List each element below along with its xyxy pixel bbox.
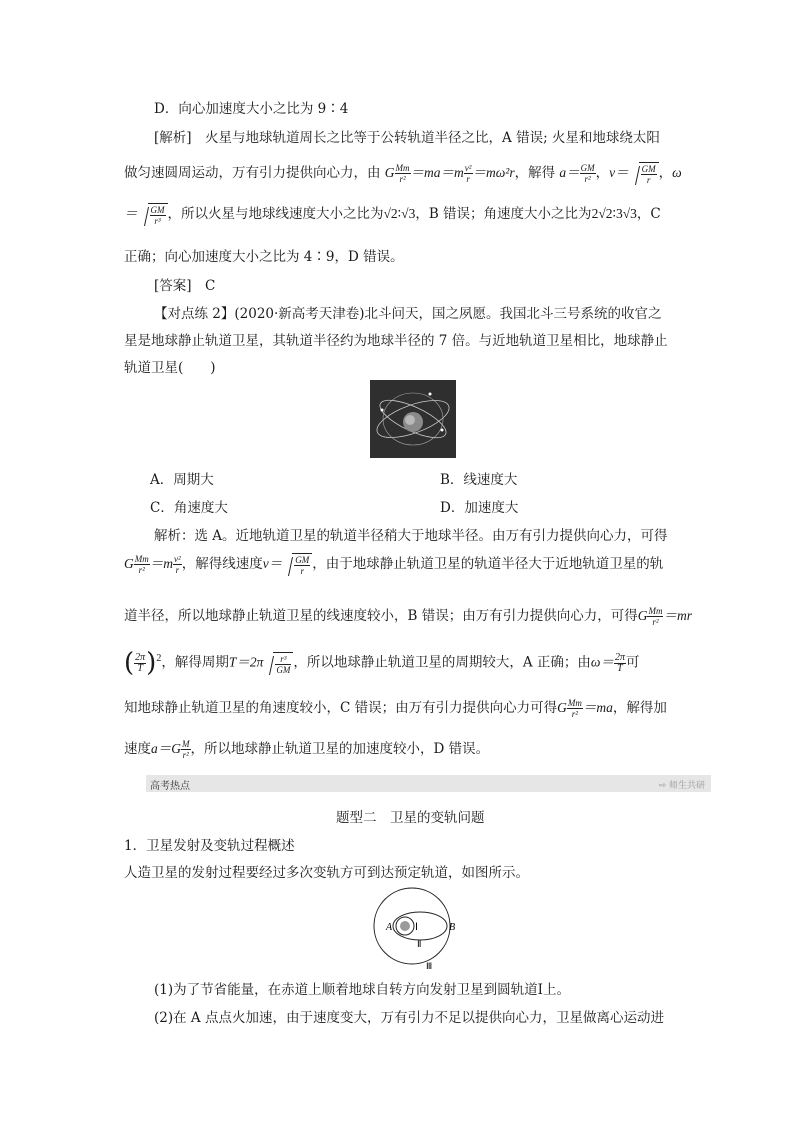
analysis-line-1: [解析] 火星与地球轨道周长之比等于公转轨道半径之比，A 错误; 火星和地球绕太阳	[154, 130, 660, 146]
answer-line: [答案] C	[154, 278, 216, 294]
orbit-3-label: Ⅲ	[426, 961, 433, 971]
solution-line-1: 解析：选 A。近地轨道卫星的轨道半径稍大于地球半径。由万有引力提供向心力，可得	[154, 528, 668, 544]
para-intro: 人造卫星的发射过程要经过多次变轨方可到达预定轨道，如图所示。	[124, 865, 529, 881]
analysis-line-4: 正确；向心加速度大小之比为 4∶9，D 错误。	[124, 249, 404, 265]
subsection-heading: 1．卫星发射及变轨过程概述	[124, 838, 295, 854]
bar-right-label: ⇨ 师生共研	[658, 781, 705, 791]
point-b-label: B	[449, 922, 456, 933]
analysis-line-2: 做匀速圆周运动，万有引力提供向心力，由 G $\frac{Mm}{\text{r²}}$ ＝ma＝m $\frac{\text{v²}}{r}$ ＝mω²r，解得 a＝ $\frac{GM}{\text{r²}}$ ，v＝ $\frac{GM}{r}$ ，ω	[124, 163, 682, 185]
solution-line-6: 速度a＝G $\frac{M}{\text{r²}}$ ，所以地球静止轨道卫星的加速度较小，D 错误。	[124, 739, 490, 760]
practice-line-1: 【对点练 2】(2020·新高考天津卷)北斗问天，国之夙愿。我国北斗三号系统的收官之	[154, 306, 662, 322]
step-2: (2)在 A 点点火加速，由于速度变大，万有引力不足以提供向心力，卫星做离心运动进	[154, 1010, 664, 1026]
solution-line-2: G $\frac{Mm}{\text{r²}}$ ＝m $\frac{\text{v²}}{r}$ ，解得线速度v＝ $\frac{GM}{r}$ ，由于地球静止轨道卫星的轨道半径大于近地轨道卫星的轨	[124, 554, 664, 576]
section-bar	[146, 775, 711, 792]
solution-line-4: ( $\frac{2\pi}{T}$ )$^2$，解得周期T＝2π $\frac{\text{r³}}{GM}$ ，所以地球静止轨道卫星的周期较大，A 正确；由ω＝ $\frac{2\pi}{T}$ 可	[124, 648, 640, 678]
practice-line-3: 轨道卫星( )	[124, 360, 216, 376]
solution-line-3: 道半径，所以地球静止轨道卫星的线速度较小，B 错误；由万有引力提供向心力，可得G $\frac{Mm}{\text{r²}}$ ＝mr	[124, 606, 692, 627]
analysis-line-3: ＝ $\frac{GM}{\text{r³}}$ ，所以火星与地球线速度大小之比为√2∶√3，B 错误；角速度大小之比为2√2∶3√3，C	[124, 205, 661, 226]
step-1: (1)为了节省能量，在赤道上顺着地球自转方向发射卫星到圆轨道Ⅰ上。	[154, 982, 570, 998]
option-d-mars: D．向心加速度大小之比为 9∶4	[154, 101, 349, 117]
orbit-2-label: Ⅱ	[417, 939, 422, 949]
practice-line-2: 星是地球静止轨道卫星，其轨道半径约为地球半径的 7 倍。与近地轨道卫星相比，地球静止	[124, 333, 668, 349]
satellite-orbit-image	[370, 380, 456, 458]
option-d: D．加速度大	[440, 500, 519, 516]
solution-line-5: 知地球静止轨道卫星的角速度较小，C 错误；由万有引力提供向心力可得G $\frac{Mm}{\text{r²}}$ ＝ma，解得加	[124, 698, 667, 719]
option-a: A．周期大	[150, 472, 214, 488]
option-b: B．线速度大	[440, 472, 518, 488]
orbit-1-label: Ⅰ	[415, 922, 418, 933]
section-title: 题型二 卫星的变轨问题	[336, 810, 485, 826]
orbit-transfer-diagram	[365, 883, 465, 973]
option-c: C．角速度大	[150, 500, 228, 516]
point-a-label: A	[386, 922, 393, 933]
bar-left-label: 高考热点	[150, 781, 190, 792]
